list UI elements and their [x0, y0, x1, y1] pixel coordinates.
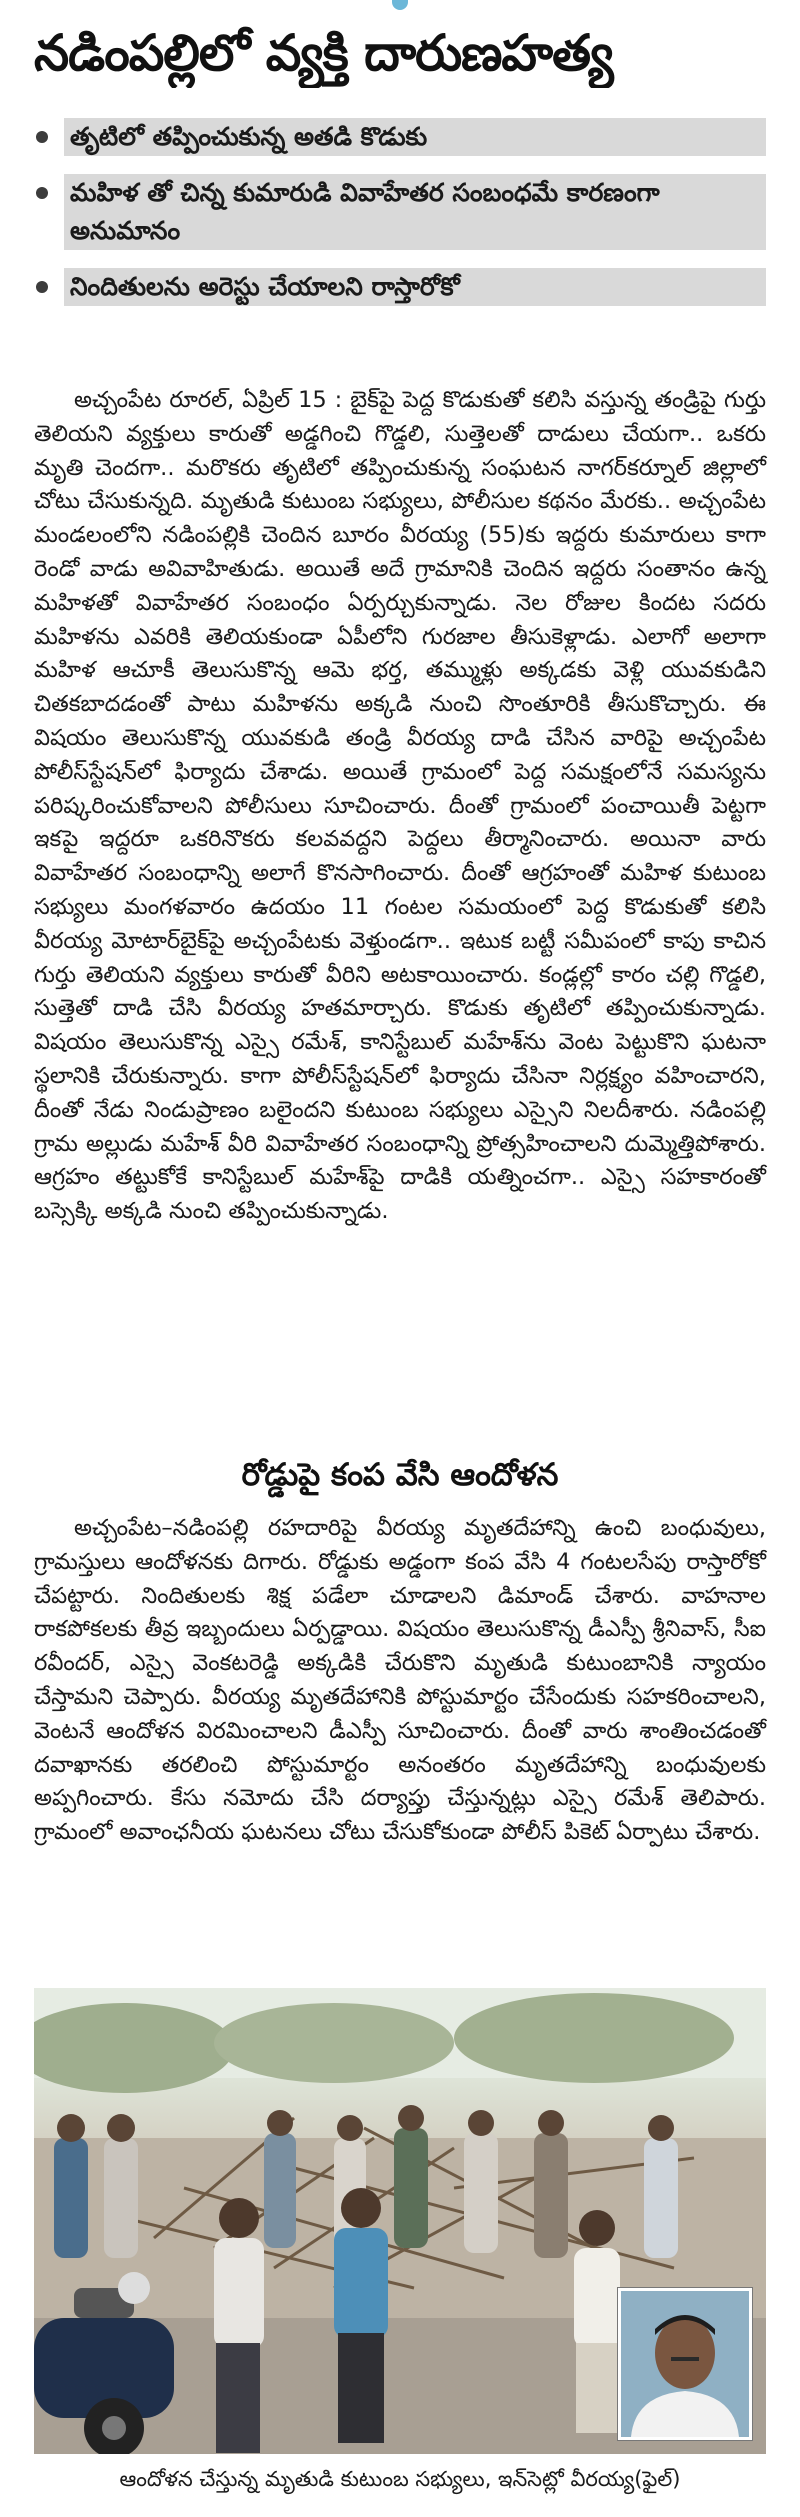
bullet-text: మహిళ తో చిన్న కుమారుడి వివాహేతర సంబంధమే కారణంగా అనుమానం	[64, 174, 766, 250]
inset-portrait	[618, 2288, 752, 2440]
bullet-text: తృటిలో తప్పించుకున్న అతడి కొడుకు	[64, 118, 766, 156]
bullet-dot-icon	[36, 281, 48, 293]
highlight-bullet	[34, 174, 766, 250]
article-body-paragraph-2: అచ్చంపేట–నడింపల్లి రహదారిపై వీరయ్య మృతదేహాన్ని ఉంచి బంధువులు, గ్రామస్తులు ఆందోళనకు దిగారు. రోడ్డుకు అడ్డంగా కంప వేసి 4 గంటలసేపు రాస్తారోకో చేపట్టారు. నిందితులకు శిక్ష పడేలా చూడాలని డిమాండ్ చేశారు. వాహనాల రాకపోకలకు తీవ్ర ఇబ్బందులు ఏర్పడ్డాయి. విషయం తెలుసుకొన్న డీఎస్పీ శ్రీనివాస్, సీఐ రవీందర్, ఎస్సై వెంకటరెడ్డి అక్కడికి చేరుకొని మృతుడి కుటుంబానికి న్యాయం చేస్తామని చెప్పారు. వీరయ్య మృతదేహానికి పోస్టుమార్టం చేసేందుకు సహకరించాలని, వెంటనే ఆందోళన విరమించాలని డీఎస్పీ సూచించారు. దీంతో వారు శాంతించడంతో దవాఖానకు తరలించి పోస్టుమార్టం అనంతరం మృతదేహాన్ని బంధువులకు అప్పగించారు. కేసు నమోదు చేసి దర్యాప్తు చేస్తున్నట్లు ఎస్సై రమేశ్ తెలిపారు. గ్రామంలో అవాంఛనీయ ఘటనలు చోటు చేసుకోకుండా పోలీస్ పికెట్ ఏర్పాటు చేశారు.	[34, 1515, 766, 1846]
highlight-bullet	[34, 118, 766, 156]
bullet-text: నిందితులను అరెస్టు చేయాలని రాస్తారోకో	[64, 268, 766, 306]
highlight-bullets	[34, 118, 766, 324]
highlight-bullet	[34, 268, 766, 306]
headline: నడింపల్లిలో వ్యక్తి దారుణహత్య	[34, 24, 613, 82]
article-subheading: రోడ్డుపై కంప వేసి ఆందోళన	[241, 1457, 559, 1493]
article-body-paragraph: అచ్చంపేట రూరల్, ఏప్రిల్ 15 : బైక్‌పై పెద్ద కొడుకుతో కలిసి వస్తున్న తండ్రిపై గుర్తు తెలియని వ్యక్తులు కారుతో అడ్డగించి గొడ్డలి, సుత్తెలతో దాడులు చేయగా.. ఒకరు మృతి చెందగా.. మరొకరు తృటిలో తప్పించుకున్న సంఘటన నాగర్‌కర్నూల్ జిల్లాలో చోటు చేసుకున్నది. మృతుడి కుటుంబ సభ్యులు, పోలీసుల కథనం మేరకు.. అచ్చంపేట మండలంలోని నడింపల్లికి చెందిన బూరం వీరయ్య (55)కు ఇద్దరు కుమారులు కాగా రెండో వాడు అవివాహితుడు. అయితే అదే గ్రామానికి చెందిన ఇద్దరు సంతానం ఉన్న మహిళతో వివాహేతర సంబంధం ఏర్పర్చుకున్నాడు. నెల రోజుల కిందట సదరు మహిళను ఎవరికి తెలియకుండా ఏపీలోని గురజాల తీసుకెళ్లాడు. ఎలాగో అలాగా మహిళ ఆచూకీ తెలుసుకొన్న ఆమె భర్త, తమ్ముళ్లు అక్కడకు వెళ్లి యువకుడిని చితకబాదడంతో పాటు మహిళను అక్కడి నుంచి సొంతూరికి తీసుకొచ్చారు. ఈ విషయం తెలుసుకొన్న యువకుడి తండ్రి వీరయ్య దాడి చేసిన వారిపై అచ్చంపేట పోలీస్‌స్టేషన్‌లో ఫిర్యాదు చేశాడు. అయితే గ్రామంలో పెద్ద సమక్షంలోనే సమస్యను పరిష్కరించుకోవాలని పోలీసులు సూచించారు. దీంతో గ్రామంలో పంచాయితీ పెట్టగా ఇకపై ఇద్దరూ ఒకరినొకరు కలవవద్దని పెద్దలు తీర్మానించారు. అయినా వారు వివాహేతర సంబంధాన్ని అలాగే కొనసాగించారు. దీంతో ఆగ్రహంతో మహిళ కుటుంబ సభ్యులు మంగళవారం ఉదయం 11 గంటల సమయంలో పెద్ద కొడుకుతో కలిసి వీరయ్య మోటార్‌బైక్‌పై అచ్చంపేటకు వెళ్తుండగా.. ఇటుక బట్టీ సమీపంలో కాపు కాచిన గుర్తు తెలియని వ్యక్తులు కారుతో వీరిని అటకాయించారు. కండ్లల్లో కారం చల్లి గొడ్డలి, సుత్తెతో దాడి చేసి వీరయ్య హతమార్చారు. కొడుకు తృటిలో తప్పించుకున్నాడు. విషయం తెలుసుకొన్న ఎస్సై రమేశ్, కానిస్టేబుల్ మహేశ్‌ను వెంట పెట్టుకొని ఘటనా స్థలానికి చేరుకున్నారు. కాగా పోలీస్‌స్టేషన్‌లో ఫిర్యాదు చేసినా నిర్లక్ష్యం వహించారని, దీంతో నేడు నిండుప్రాణం బలైందని కుటుంబ సభ్యులు ఎస్సైని నిలదీశారు. నడింపల్లి గ్రామ అల్లుడు మహేశ్ వీరి వివాహేతర సంబంధాన్ని ప్రోత్సహించాలని దుమ్మెత్తిపోశారు. ఆగ్రహం తట్టుకోకే కానిస్టేబుల్ మహేశ్‌పై దాడికి యత్నించగా.. ఎస్సై సహకారంతో బస్సెక్కి అక్కడి నుంచి తప్పించుకున్నాడు.	[34, 387, 766, 1225]
person-portrait-icon	[621, 2291, 749, 2437]
bullet-dot-icon	[36, 187, 48, 199]
photo-caption: ఆందోళన చేస్తున్న మృతుడి కుటుంబ సభ్యులు, ఇన్‌సెట్లో వీరయ్య(ఫైల్)	[119, 2467, 681, 2491]
masthead-logo-fragment-icon	[392, 0, 408, 10]
protest-photo	[34, 1988, 766, 2454]
bullet-dot-icon	[36, 131, 48, 143]
